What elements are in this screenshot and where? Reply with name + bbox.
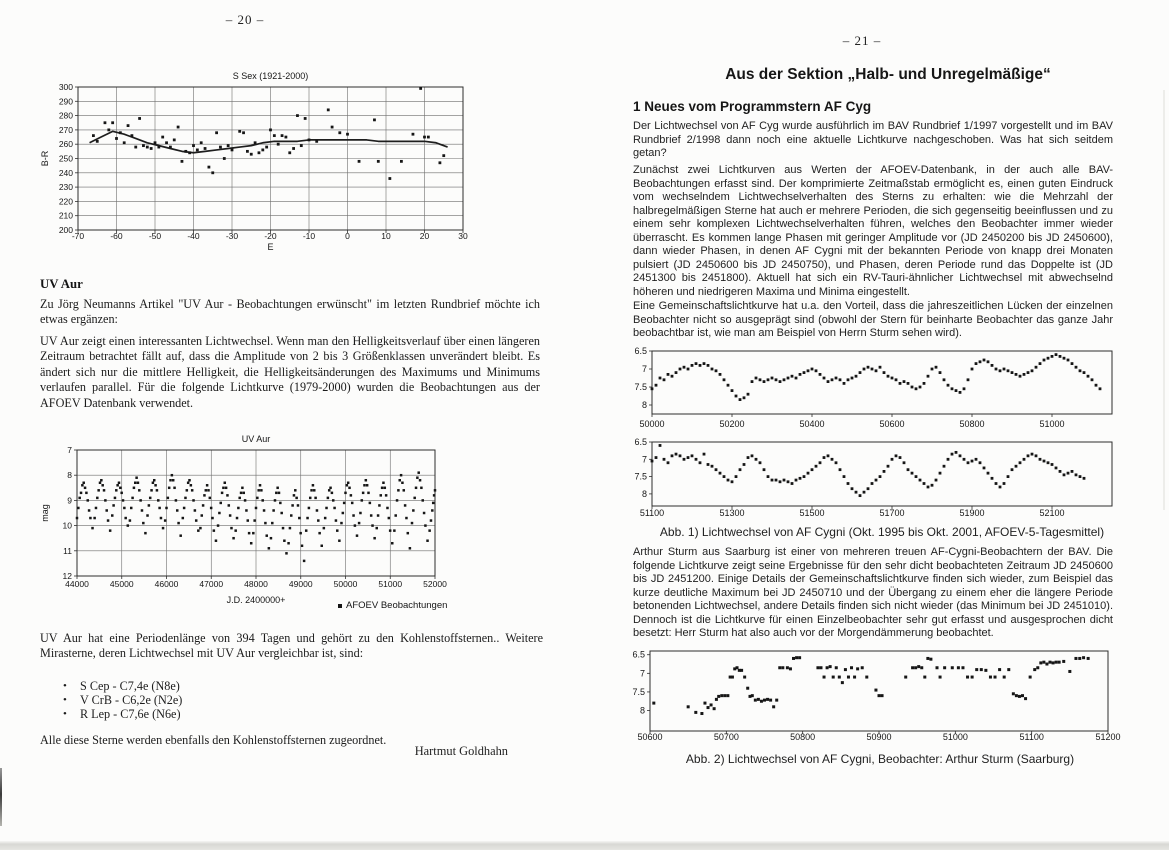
svg-text:48000: 48000: [244, 579, 268, 589]
list-item-label: S Cep - C7,4e (N8e): [80, 679, 180, 693]
svg-text:6.5: 6.5: [634, 346, 647, 356]
svg-text:-60: -60: [110, 231, 123, 241]
svg-text:-10: -10: [302, 231, 316, 241]
bullet-icon: •: [63, 694, 67, 706]
list-item: [63, 707, 483, 721]
chart-s-sex-oc-diagram: [35, 62, 480, 257]
svg-text:-50: -50: [148, 231, 162, 241]
list-item: [63, 679, 483, 693]
svg-text:50600: 50600: [637, 732, 663, 742]
svg-text:49000: 49000: [288, 579, 313, 589]
uv-aur-heading: UV Aur: [40, 277, 83, 291]
svg-text:7.5: 7.5: [634, 471, 647, 482]
svg-text:AFOEV Beobachtungen: AFOEV Beobachtungen: [346, 600, 448, 611]
right-paragraph-1: Der Lichtwechsel von AF Cyg wurde ausführlich im BAV Rundbrief 1/1997 vorgestellt und im BAV Rundbrief 2/1998 dann noch eine aktuelle Lichtkurve nachgeschoben. Was hat sich seitdem getan?: [633, 120, 1113, 159]
chart-uv-aur-lightcurve: [35, 428, 500, 616]
right-paragraph-4: Arthur Sturm aus Saarburg ist einer von mehreren treuen AF-Cygni-Beobachtern der BAV. Die folgende Lichtkurve zeigt seine Ergebnisse für den sehr dicht beobachteten Zeitraum JD 2450600 bis JD 2451200. Einige Details der Gemeinschaftslichtkurve finden sich wieder, zum Beispiel das kurze deutliche Maximum bei JD 2450710 und der Übergang zu einem eher die längere Periode betonenden Lichtwechsel, andere Details finden sich nicht wieder (das Minimum bei JD 2451010). Dennoch ist die Lichtkurve für einen Einzelbeobachter sehr gut erfasst und ausgesprochen dicht besetzt: Herr Sturm hat also auch vor der Morgendämmerung beobachtet.: [633, 546, 1113, 639]
svg-text:250: 250: [58, 153, 73, 164]
svg-text:270: 270: [58, 124, 73, 135]
svg-text:52100: 52100: [1039, 508, 1065, 518]
svg-text:51700: 51700: [879, 508, 905, 518]
svg-text:51000: 51000: [942, 732, 968, 742]
svg-text:9: 9: [67, 495, 72, 506]
bullet-icon: •: [63, 708, 67, 720]
svg-text:mag: mag: [40, 504, 50, 522]
right-paragraph-2: Zunächst zwei Lichtkurven aus Werten der AFOEV-Datenbank, in der auch alle BAV-Beobachtungen erfasst sind. Der komprimierte Zeitmaßstab ermöglicht es, einen guten Eindruck vom wechselndem Lichtwechselverhalten des Sterns zu erhalten: wie die Mehrzahl der halbregelmäßigen Sterne hat auch er mehrere Perioden, die sich gegenseitig beeinflussen und zu einem sehr komplexen Lichtwechselverhalten führen, welches den Beobachter immer wieder überrascht. Es kommen lange Phasen mit geringer Amplitude vor (JD 2450200 bis JD 2450600), dann wieder Phasen, in denen AF Cygni mit der bekannten Periode von knapp drei Monaten pulsiert (JD 2450600 bis JD 2450750), und Phasen, deren Periode rund das Doppelte ist (JD 2451300 bis 2451800). Aktuell hat sich ein RV-Tauri-ähnlicher Lichtwechsel mit abwechselnd höheren und niedrigeren Maxima und Minima eingestellt.: [633, 164, 1113, 298]
list-item-label: R Lep - C7,6e (N6e): [80, 707, 181, 721]
svg-text:8: 8: [67, 470, 72, 481]
left-paragraph-lightcurve: UV Aur zeigt einen interessanten Lichtwechsel. Wenn man den Helligkeitsverlauf über einen längeren Zeitraum betrachtet fällt auf, dass die Amplitude von 2 bis 3 Größenklassen unverändert bleibt. Es ändert sich nur die mittlere Helligkeit, die Helligkeitsänderungen des Maximums und Minimums verlaufen parallel. Für die folgende Lichtkurve (1979-2000) wurden die Beobachtungen aus der AFOEV Datenbank verwendet.: [40, 334, 540, 410]
svg-text:45000: 45000: [109, 579, 134, 589]
svg-text:200: 200: [58, 225, 73, 235]
svg-text:8: 8: [639, 705, 645, 716]
scan-bottom-shadow: [0, 841, 1169, 850]
section-sub-heading: 1 Neues vom Programmstern AF Cyg: [633, 99, 872, 114]
svg-text:-30: -30: [225, 231, 239, 241]
svg-text:0: 0: [345, 231, 350, 241]
chart-af-cyg-lightcurve-part2: [622, 431, 1142, 526]
svg-text:51000: 51000: [378, 579, 403, 589]
svg-text:51100: 51100: [1019, 732, 1044, 742]
author-signature: Hartmut Goldhahn: [414, 744, 508, 758]
figure-2-caption: Abb. 2) Lichtwechsel von AF Cygni, Beobachter: Arthur Sturm (Saarburg): [685, 752, 1075, 766]
svg-text:51100: 51100: [639, 508, 665, 518]
page-number-right: – 21 –: [842, 33, 882, 48]
svg-text:50800: 50800: [959, 419, 985, 429]
svg-text:7: 7: [641, 454, 647, 465]
svg-text:7: 7: [641, 364, 647, 374]
svg-text:260: 260: [58, 139, 73, 150]
svg-text:-40: -40: [187, 231, 200, 241]
svg-text:7: 7: [67, 445, 72, 455]
svg-text:50900: 50900: [866, 732, 892, 742]
scan-edge-artifact: [0, 768, 2, 826]
svg-text:50800: 50800: [790, 732, 816, 742]
figure-1-caption: Abb. 1) Lichtwechsel von AF Cygni (Okt. 1995 bis Okt. 2001, AFOEV-5-Tagesmittel): [659, 525, 1105, 539]
bullet-icon: •: [63, 680, 67, 692]
svg-text:E: E: [267, 242, 274, 252]
svg-text:51500: 51500: [799, 508, 825, 518]
svg-text:UV Aur: UV Aur: [241, 434, 271, 444]
svg-text:S Sex (1921-2000): S Sex (1921-2000): [232, 71, 309, 81]
right-paragraph-3: Eine Gemeinschaftslichtkurve hat u.a. den Vorteil, dass die jahreszeitlichen Lücken der einzelnen Beobachter nicht so ausgeprägt sind (obwohl der Stern für beinharte Beobachter das ganze Jahr beobachtbar ist, wie man am Beispiel von Herrn Sturm sehen wird).: [633, 300, 1113, 339]
list-item-label: V CrB - C6,2e (N2e): [80, 693, 183, 707]
svg-text:50200: 50200: [719, 419, 745, 429]
list-item: [63, 693, 483, 707]
svg-text:50600: 50600: [879, 419, 905, 429]
svg-text:-70: -70: [71, 231, 85, 241]
svg-text:50400: 50400: [799, 419, 825, 429]
svg-text:51200: 51200: [1095, 732, 1121, 742]
svg-text:50000: 50000: [333, 579, 358, 589]
svg-text:220: 220: [58, 196, 73, 207]
chart-af-cyg-sturm-lightcurve: [622, 645, 1142, 747]
svg-text:210: 210: [58, 210, 73, 221]
svg-text:11: 11: [63, 545, 72, 556]
svg-text:12: 12: [62, 571, 72, 581]
svg-text:B-R: B-R: [40, 150, 50, 167]
svg-text:44000: 44000: [65, 579, 89, 589]
svg-text:290: 290: [58, 96, 73, 107]
svg-text:280: 280: [58, 110, 73, 121]
svg-text:30: 30: [458, 231, 468, 241]
svg-text:240: 240: [58, 167, 73, 178]
svg-text:7.5: 7.5: [632, 686, 645, 697]
svg-text:230: 230: [58, 182, 73, 193]
svg-text:J.D. 2400000+: J.D. 2400000+: [226, 595, 286, 605]
svg-text:51000: 51000: [1039, 419, 1065, 429]
svg-text:51900: 51900: [959, 508, 985, 518]
scan-right-streak: [1163, 90, 1165, 510]
svg-text:47000: 47000: [199, 579, 224, 589]
svg-text:52000: 52000: [423, 579, 447, 589]
left-paragraph-period: UV Aur hat eine Periodenlänge von 394 Tagen und gehört zu den Kohlenstoffsternen.. Weitere Mirasterne, deren Lichtwechsel mit UV Aur vergleichbar ist, sind:: [40, 631, 543, 661]
svg-text:7: 7: [639, 668, 645, 679]
left-paragraph-closing: Alle diese Sterne werden ebenfalls den Kohlenstoffsternen zugeordnet.: [40, 733, 387, 747]
svg-text:10: 10: [62, 520, 72, 531]
svg-text:8: 8: [641, 488, 647, 499]
star-list: [63, 679, 483, 721]
svg-text:10: 10: [381, 231, 391, 241]
svg-text:50000: 50000: [639, 419, 665, 429]
svg-text:6.5: 6.5: [632, 649, 645, 660]
svg-text:50700: 50700: [713, 732, 739, 742]
svg-text:46000: 46000: [154, 579, 179, 589]
svg-text:-20: -20: [264, 231, 277, 241]
left-paragraph-intro: Zu Jörg Neumanns Artikel "UV Aur - Beobachtungen erwünscht" im letzten Rundbrief möchte ich etwas ergänzen:: [40, 297, 540, 327]
chart-af-cyg-lightcurve-part1: [622, 344, 1142, 439]
svg-text:300: 300: [58, 82, 73, 92]
svg-text:6.5: 6.5: [634, 437, 647, 447]
svg-text:7.5: 7.5: [634, 382, 647, 392]
section-main-heading: Aus der Sektion „Halb- und Unregelmäßige“: [725, 66, 1051, 83]
svg-text:20: 20: [419, 231, 430, 241]
page-number-left: – 20 –: [225, 12, 265, 27]
svg-text:8: 8: [641, 400, 647, 410]
svg-text:51300: 51300: [719, 508, 745, 518]
